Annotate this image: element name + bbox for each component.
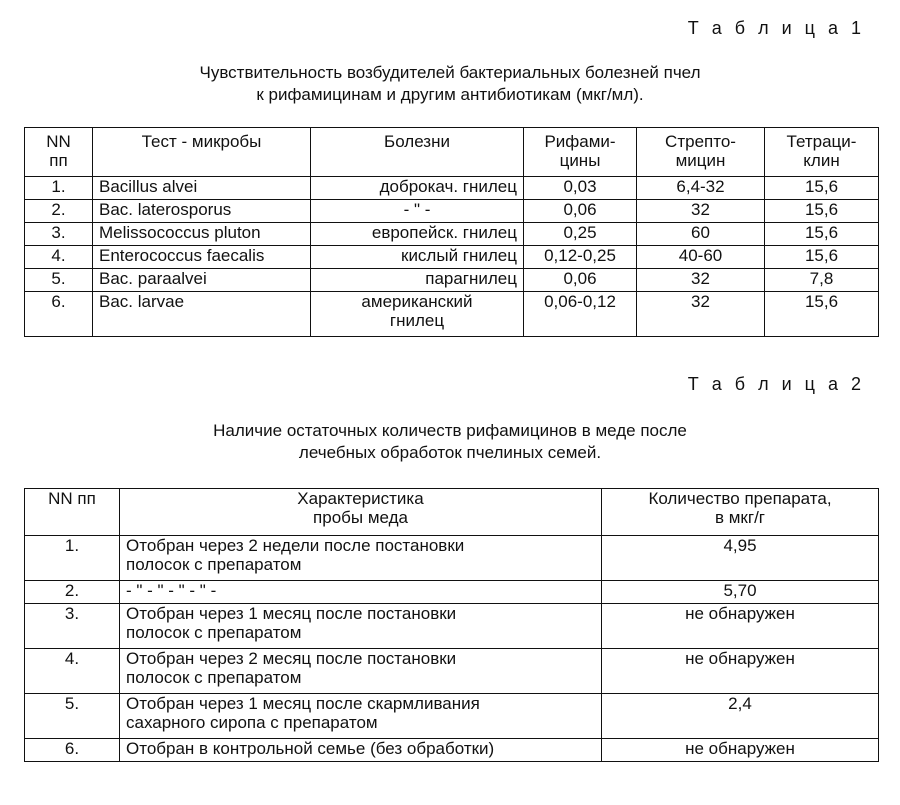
row-number: 4. (25, 246, 93, 269)
tetracycline-value: 15,6 (765, 200, 879, 223)
streptomycin-value: 60 (637, 223, 765, 246)
sample-description: Отобран через 2 месяц после постановки полосок с препаратом (120, 649, 602, 694)
tetracycline-value: 15,6 (765, 246, 879, 269)
sample-description: Отобран через 1 месяц после постановки полосок с препаратом (120, 604, 602, 649)
table-row (25, 604, 879, 649)
row-number: 2. (25, 200, 93, 223)
header-cell: NN пп (25, 489, 120, 536)
row-number: 6. (25, 292, 93, 337)
table-row (25, 581, 879, 604)
drug-amount: 5,70 (602, 581, 879, 604)
table2-title-line: лечебных обработок пчелиных семей. (298, 443, 602, 462)
microbe-name: Bac. laterosporus (93, 200, 311, 223)
streptomycin-value: 32 (637, 269, 765, 292)
header-cell: Характеристика пробы меда (120, 489, 602, 536)
table-header-row (25, 489, 879, 536)
sample-description: Отобран в контрольной семье (без обработки) (120, 739, 602, 762)
rifamycin-value: 0,03 (524, 177, 637, 200)
streptomycin-value: 32 (637, 292, 765, 337)
microbe-name: Bac. paraalvei (93, 269, 311, 292)
table1-title-line: к рифамицинам и другим антибиотикам (мкг/мл). (256, 85, 644, 104)
header-cell: Рифами- цины (524, 128, 637, 177)
sample-description: Отобран через 2 недели после постановки полосок с препаратом (120, 536, 602, 581)
microbe-name: Melissococcus pluton (93, 223, 311, 246)
tetracycline-value: 15,6 (765, 177, 879, 200)
streptomycin-value: 40-60 (637, 246, 765, 269)
table-row (25, 223, 879, 246)
row-number: 6. (25, 739, 120, 762)
table-row (25, 649, 879, 694)
table-row (25, 246, 879, 269)
table-row (25, 739, 879, 762)
rifamycin-value: 0,25 (524, 223, 637, 246)
rifamycin-value: 0,12-0,25 (524, 246, 637, 269)
sample-description: Отобран через 1 месяц после скармливания сахарного сиропа с препаратом (120, 694, 602, 739)
streptomycin-value: 6,4-32 (637, 177, 765, 200)
drug-amount: 2,4 (602, 694, 879, 739)
tetracycline-value: 15,6 (765, 292, 879, 337)
disease-name: доброкач. гнилец (311, 177, 524, 200)
disease-name: американский гнилец (311, 292, 524, 337)
header-cell: Тест - микробы (93, 128, 311, 177)
table2-label: Т а б л и ц а 2 (687, 374, 865, 394)
antibiotic-sensitivity-table (24, 127, 879, 337)
table1-title-line: Чувствительность возбудителей бактериальных болезней пчел (199, 63, 701, 82)
header-cell: Стрепто- мицин (637, 128, 765, 177)
table-row (25, 269, 879, 292)
microbe-name: Bac. larvae (93, 292, 311, 337)
streptomycin-value: 32 (637, 200, 765, 223)
disease-name: - " - (311, 200, 524, 223)
rifamycin-value: 0,06-0,12 (524, 292, 637, 337)
row-number: 3. (25, 223, 93, 246)
disease-name: европейск. гнилец (311, 223, 524, 246)
table1-title (0, 62, 900, 106)
microbe-name: Bacillus alvei (93, 177, 311, 200)
table-row (25, 694, 879, 739)
table-row (25, 200, 879, 223)
disease-name: кислый гнилец (311, 246, 524, 269)
microbe-name: Enterococcus faecalis (93, 246, 311, 269)
drug-amount: 4,95 (602, 536, 879, 581)
residue-table (24, 488, 879, 762)
row-number: 1. (25, 536, 120, 581)
header-cell: Количество препарата, в мкг/г (602, 489, 879, 536)
table-row (25, 292, 879, 337)
disease-name: парагнилец (311, 269, 524, 292)
sample-description: - " - " - " - " - (120, 581, 602, 604)
header-cell: Болезни (311, 128, 524, 177)
rifamycin-value: 0,06 (524, 269, 637, 292)
header-cell: Тетраци- клин (765, 128, 879, 177)
table-row (25, 177, 879, 200)
table2-title (0, 420, 900, 464)
table-header-row (25, 128, 879, 177)
row-number: 2. (25, 581, 120, 604)
header-cell: NN пп (25, 128, 93, 177)
drug-amount: не обнаружен (602, 649, 879, 694)
row-number: 3. (25, 604, 120, 649)
rifamycin-value: 0,06 (524, 200, 637, 223)
table1-label: Т а б л и ц а 1 (687, 18, 865, 38)
row-number: 5. (25, 694, 120, 739)
row-number: 4. (25, 649, 120, 694)
drug-amount: не обнаружен (602, 604, 879, 649)
row-number: 1. (25, 177, 93, 200)
table-row (25, 536, 879, 581)
tetracycline-value: 7,8 (765, 269, 879, 292)
tetracycline-value: 15,6 (765, 223, 879, 246)
row-number: 5. (25, 269, 93, 292)
table2-title-line: Наличие остаточных количеств рифамицинов в меде после (213, 421, 687, 440)
drug-amount: не обнаружен (602, 739, 879, 762)
